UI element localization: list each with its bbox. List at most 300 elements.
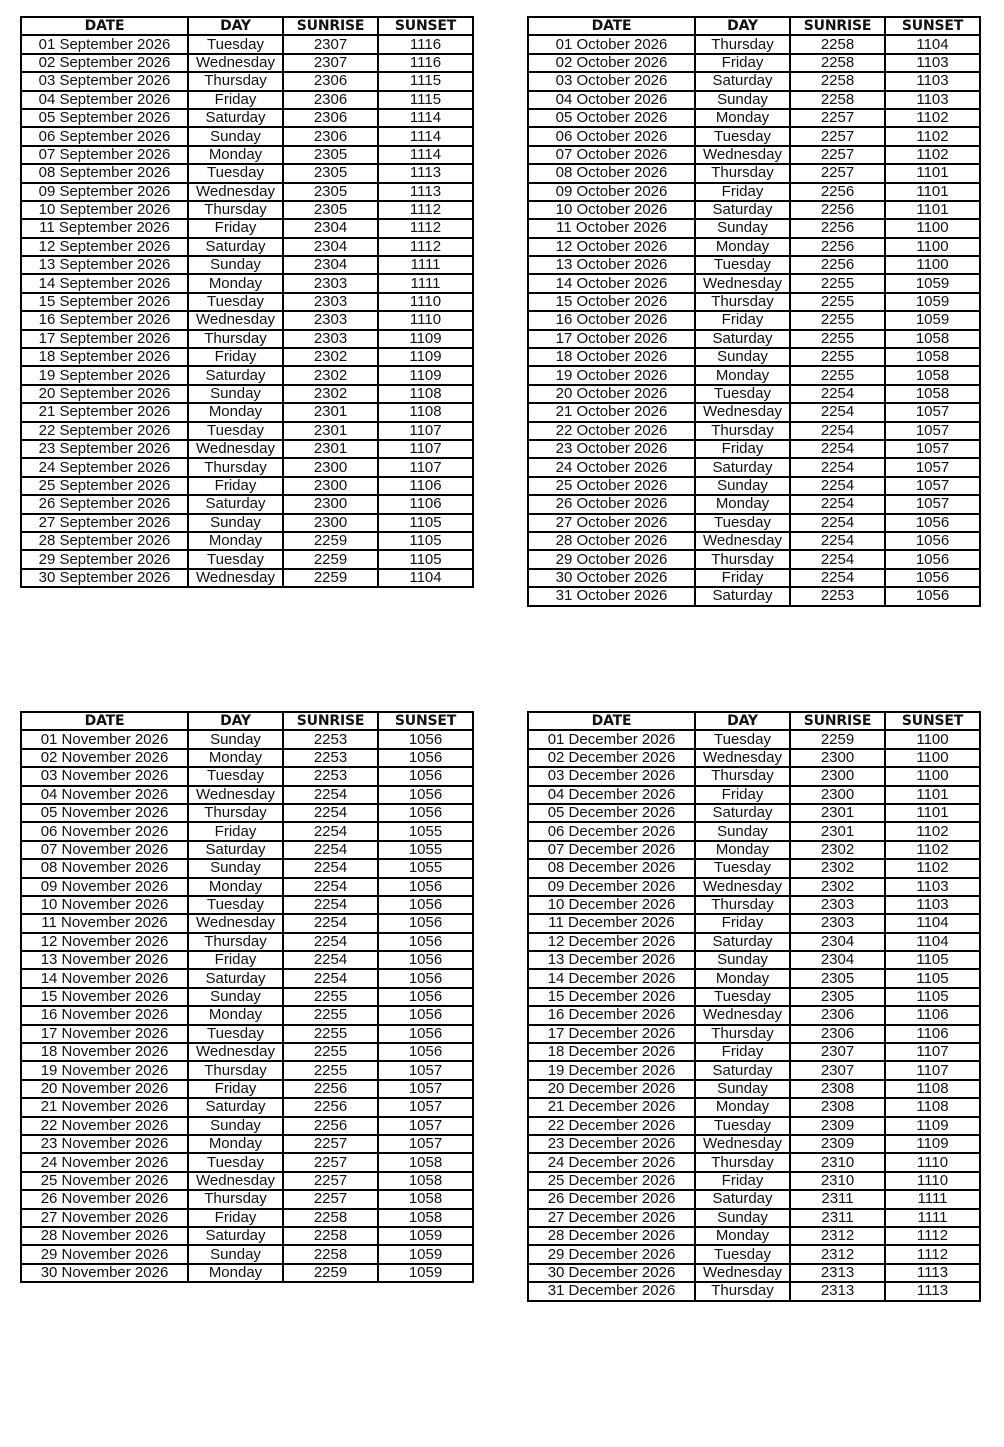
table-row xyxy=(21,969,473,987)
day-cell: Thursday xyxy=(188,804,283,822)
day-cell: Saturday xyxy=(188,1098,283,1116)
table-row xyxy=(21,1209,473,1227)
table-row xyxy=(528,35,980,53)
table-row xyxy=(21,330,473,348)
table-row xyxy=(528,91,980,109)
date-cell: 24 October 2026 xyxy=(528,458,695,476)
day-cell: Tuesday xyxy=(188,1153,283,1171)
day-cell: Wednesday xyxy=(695,1135,790,1153)
sunset-cell: 1103 xyxy=(885,878,980,896)
sunset-cell: 1111 xyxy=(378,274,473,292)
table-row xyxy=(528,385,980,403)
date-cell: 10 September 2026 xyxy=(21,201,188,219)
sunset-cell: 1056 xyxy=(378,804,473,822)
day-cell: Sunday xyxy=(695,91,790,109)
date-cell: 29 December 2026 xyxy=(528,1245,695,1263)
table-row xyxy=(528,1080,980,1098)
date-cell: 21 November 2026 xyxy=(21,1098,188,1116)
table-row xyxy=(21,1172,473,1190)
table-row xyxy=(528,749,980,767)
table-row xyxy=(21,933,473,951)
table-row xyxy=(528,1135,980,1153)
day-cell: Tuesday xyxy=(695,514,790,532)
date-cell: 21 October 2026 xyxy=(528,403,695,421)
day-cell: Monday xyxy=(188,403,283,421)
sunset-cell: 1102 xyxy=(885,127,980,145)
sunrise-cell: 2257 xyxy=(790,146,885,164)
sunset-cell: 1105 xyxy=(378,550,473,568)
october-sun-table xyxy=(527,16,981,607)
day-cell: Thursday xyxy=(695,35,790,53)
sunrise-cell: 2304 xyxy=(283,256,378,274)
table-row xyxy=(21,988,473,1006)
date-cell: 20 October 2026 xyxy=(528,385,695,403)
date-cell: 31 October 2026 xyxy=(528,587,695,605)
sunrise-cell: 2253 xyxy=(790,587,885,605)
day-cell: Monday xyxy=(695,969,790,987)
sunset-cell: 1106 xyxy=(378,495,473,513)
sunrise-cell: 2310 xyxy=(790,1153,885,1171)
sunset-cell: 1055 xyxy=(378,841,473,859)
day-cell: Thursday xyxy=(188,330,283,348)
table-row xyxy=(21,274,473,292)
day-cell: Wednesday xyxy=(695,878,790,896)
table-row xyxy=(528,1190,980,1208)
sunset-cell: 1056 xyxy=(885,569,980,587)
table-row xyxy=(528,1172,980,1190)
sunrise-cell: 2257 xyxy=(283,1190,378,1208)
sunrise-cell: 2300 xyxy=(283,458,378,476)
sunrise-cell: 2301 xyxy=(790,804,885,822)
table-row xyxy=(21,1264,473,1282)
day-cell: Wednesday xyxy=(188,311,283,329)
sunset-cell: 1105 xyxy=(885,969,980,987)
sunset-cell: 1115 xyxy=(378,91,473,109)
date-cell: 28 September 2026 xyxy=(21,532,188,550)
date-cell: 06 October 2026 xyxy=(528,127,695,145)
date-cell: 15 September 2026 xyxy=(21,293,188,311)
sunset-cell: 1055 xyxy=(378,822,473,840)
table-row xyxy=(528,72,980,90)
table-row xyxy=(528,109,980,127)
date-cell: 04 December 2026 xyxy=(528,786,695,804)
day-cell: Sunday xyxy=(188,127,283,145)
day-cell: Sunday xyxy=(695,1209,790,1227)
table-row xyxy=(528,569,980,587)
date-cell: 09 October 2026 xyxy=(528,183,695,201)
table-row xyxy=(21,440,473,458)
date-cell: 16 September 2026 xyxy=(21,311,188,329)
sunrise-cell: 2308 xyxy=(790,1098,885,1116)
day-cell: Friday xyxy=(695,914,790,932)
table-row xyxy=(21,35,473,53)
date-cell: 07 October 2026 xyxy=(528,146,695,164)
sunset-cell: 1059 xyxy=(885,311,980,329)
table-row xyxy=(528,896,980,914)
day-cell: Thursday xyxy=(188,72,283,90)
sunset-cell: 1105 xyxy=(885,951,980,969)
day-cell: Friday xyxy=(695,1172,790,1190)
sunrise-cell: 2255 xyxy=(790,348,885,366)
date-cell: 22 October 2026 xyxy=(528,422,695,440)
sunset-cell: 1109 xyxy=(378,348,473,366)
day-cell: Friday xyxy=(695,786,790,804)
sunrise-cell: 2307 xyxy=(283,35,378,53)
date-cell: 08 December 2026 xyxy=(528,859,695,877)
sunrise-cell: 2254 xyxy=(790,440,885,458)
date-cell: 06 November 2026 xyxy=(21,822,188,840)
day-cell: Tuesday xyxy=(695,988,790,1006)
date-cell: 24 September 2026 xyxy=(21,458,188,476)
date-cell: 13 November 2026 xyxy=(21,951,188,969)
table-row xyxy=(528,859,980,877)
sunrise-cell: 2312 xyxy=(790,1245,885,1263)
sunset-cell: 1056 xyxy=(378,988,473,1006)
date-cell: 17 October 2026 xyxy=(528,330,695,348)
sunrise-cell: 2301 xyxy=(283,440,378,458)
table-row xyxy=(528,841,980,859)
sunrise-cell: 2254 xyxy=(790,477,885,495)
date-cell: 04 November 2026 xyxy=(21,786,188,804)
date-cell: 11 September 2026 xyxy=(21,219,188,237)
sunset-cell: 1112 xyxy=(885,1227,980,1245)
day-cell: Sunday xyxy=(188,988,283,1006)
sunset-cell: 1110 xyxy=(885,1153,980,1171)
sunrise-cell: 2254 xyxy=(790,514,885,532)
table-row xyxy=(21,54,473,72)
day-cell: Tuesday xyxy=(695,385,790,403)
date-cell: 30 November 2026 xyxy=(21,1264,188,1282)
sunrise-cell: 2307 xyxy=(283,54,378,72)
table-row xyxy=(528,951,980,969)
sunrise-cell: 2257 xyxy=(790,109,885,127)
day-cell: Monday xyxy=(695,366,790,384)
day-cell: Tuesday xyxy=(695,1245,790,1263)
day-cell: Friday xyxy=(695,183,790,201)
date-cell: 17 November 2026 xyxy=(21,1025,188,1043)
table-row xyxy=(528,256,980,274)
sunset-cell: 1056 xyxy=(885,550,980,568)
sunrise-cell: 2305 xyxy=(283,183,378,201)
date-cell: 05 December 2026 xyxy=(528,804,695,822)
sunset-cell: 1102 xyxy=(885,109,980,127)
sunset-cell: 1109 xyxy=(885,1117,980,1135)
sunrise-cell: 2258 xyxy=(790,91,885,109)
day-header: DAY xyxy=(188,17,283,35)
date-header: DATE xyxy=(528,712,695,730)
sunset-cell: 1113 xyxy=(885,1264,980,1282)
sunrise-cell: 2253 xyxy=(283,749,378,767)
sunset-cell: 1103 xyxy=(885,896,980,914)
date-cell: 01 October 2026 xyxy=(528,35,695,53)
table-row xyxy=(21,219,473,237)
date-cell: 15 November 2026 xyxy=(21,988,188,1006)
sunrise-cell: 2302 xyxy=(283,385,378,403)
table-row xyxy=(528,1153,980,1171)
day-cell: Thursday xyxy=(188,933,283,951)
day-cell: Sunday xyxy=(188,514,283,532)
table-row xyxy=(21,878,473,896)
date-cell: 09 September 2026 xyxy=(21,183,188,201)
sunrise-cell: 2302 xyxy=(790,878,885,896)
day-cell: Monday xyxy=(188,1135,283,1153)
sunset-cell: 1101 xyxy=(885,804,980,822)
sunrise-cell: 2304 xyxy=(283,238,378,256)
sunset-cell: 1059 xyxy=(885,293,980,311)
sunrise-cell: 2254 xyxy=(283,914,378,932)
table-row xyxy=(528,1061,980,1079)
date-cell: 14 October 2026 xyxy=(528,274,695,292)
day-cell: Monday xyxy=(695,1227,790,1245)
table-row xyxy=(528,1209,980,1227)
sunrise-cell: 2259 xyxy=(790,730,885,748)
day-cell: Wednesday xyxy=(188,1043,283,1061)
date-cell: 13 September 2026 xyxy=(21,256,188,274)
day-cell: Saturday xyxy=(188,1227,283,1245)
sunset-header: SUNSET xyxy=(885,712,980,730)
date-cell: 26 November 2026 xyxy=(21,1190,188,1208)
date-cell: 20 December 2026 xyxy=(528,1080,695,1098)
sunset-cell: 1112 xyxy=(885,1245,980,1263)
table-row xyxy=(21,1190,473,1208)
table-row xyxy=(21,1227,473,1245)
sunrise-cell: 2304 xyxy=(790,951,885,969)
table-row xyxy=(528,587,980,605)
table-row xyxy=(528,1282,980,1300)
date-cell: 10 October 2026 xyxy=(528,201,695,219)
day-cell: Wednesday xyxy=(695,749,790,767)
day-cell: Thursday xyxy=(695,164,790,182)
day-cell: Saturday xyxy=(695,201,790,219)
sunset-cell: 1104 xyxy=(885,914,980,932)
table-row xyxy=(528,933,980,951)
table-row xyxy=(21,914,473,932)
sunrise-cell: 2300 xyxy=(790,767,885,785)
sunset-cell: 1100 xyxy=(885,256,980,274)
table-row xyxy=(21,841,473,859)
sunrise-cell: 2300 xyxy=(790,786,885,804)
sunset-cell: 1107 xyxy=(885,1043,980,1061)
sunrise-cell: 2313 xyxy=(790,1282,885,1300)
table-row xyxy=(528,477,980,495)
table-row xyxy=(528,238,980,256)
day-cell: Thursday xyxy=(695,550,790,568)
table-row xyxy=(528,969,980,987)
sunrise-cell: 2305 xyxy=(790,988,885,1006)
table-row xyxy=(21,1098,473,1116)
sunset-cell: 1057 xyxy=(885,477,980,495)
table-row xyxy=(21,403,473,421)
table-row xyxy=(21,569,473,587)
day-cell: Tuesday xyxy=(695,1117,790,1135)
date-cell: 28 December 2026 xyxy=(528,1227,695,1245)
day-cell: Tuesday xyxy=(188,422,283,440)
sunrise-cell: 2300 xyxy=(790,749,885,767)
day-cell: Saturday xyxy=(695,587,790,605)
table-row xyxy=(528,1098,980,1116)
sunset-cell: 1114 xyxy=(378,109,473,127)
date-cell: 22 December 2026 xyxy=(528,1117,695,1135)
date-cell: 13 December 2026 xyxy=(528,951,695,969)
sunrise-cell: 2256 xyxy=(283,1117,378,1135)
sunset-cell: 1058 xyxy=(378,1153,473,1171)
sunrise-cell: 2306 xyxy=(283,127,378,145)
day-cell: Friday xyxy=(188,1209,283,1227)
sunrise-header: SUNRISE xyxy=(790,17,885,35)
table-row xyxy=(21,514,473,532)
sunset-cell: 1100 xyxy=(885,767,980,785)
sunrise-header: SUNRISE xyxy=(790,712,885,730)
sunset-cell: 1101 xyxy=(885,164,980,182)
date-header: DATE xyxy=(528,17,695,35)
table-row xyxy=(528,1043,980,1061)
table-row xyxy=(528,822,980,840)
day-cell: Wednesday xyxy=(188,54,283,72)
date-cell: 01 September 2026 xyxy=(21,35,188,53)
day-cell: Monday xyxy=(695,1098,790,1116)
table-row xyxy=(21,183,473,201)
sunset-cell: 1110 xyxy=(378,293,473,311)
sunrise-cell: 2302 xyxy=(283,348,378,366)
day-cell: Friday xyxy=(188,477,283,495)
date-cell: 08 November 2026 xyxy=(21,859,188,877)
sunrise-cell: 2303 xyxy=(283,311,378,329)
day-cell: Friday xyxy=(695,54,790,72)
sunrise-cell: 2255 xyxy=(283,1043,378,1061)
sunset-cell: 1056 xyxy=(378,1043,473,1061)
sunset-cell: 1058 xyxy=(885,330,980,348)
sunrise-cell: 2306 xyxy=(283,91,378,109)
table-row xyxy=(528,730,980,748)
table-row xyxy=(21,311,473,329)
day-cell: Thursday xyxy=(695,1282,790,1300)
day-cell: Thursday xyxy=(695,293,790,311)
sunset-cell: 1112 xyxy=(378,201,473,219)
sunrise-cell: 2306 xyxy=(790,1025,885,1043)
table-row xyxy=(21,550,473,568)
table-row xyxy=(528,878,980,896)
sunset-cell: 1057 xyxy=(378,1080,473,1098)
table-row xyxy=(528,1245,980,1263)
date-cell: 30 October 2026 xyxy=(528,569,695,587)
date-cell: 11 November 2026 xyxy=(21,914,188,932)
date-cell: 27 October 2026 xyxy=(528,514,695,532)
sunset-cell: 1056 xyxy=(378,914,473,932)
sunrise-cell: 2254 xyxy=(283,804,378,822)
sunset-cell: 1104 xyxy=(885,35,980,53)
sunset-cell: 1101 xyxy=(885,201,980,219)
sunrise-cell: 2309 xyxy=(790,1117,885,1135)
table-row xyxy=(21,786,473,804)
table-row xyxy=(21,495,473,513)
sunset-cell: 1113 xyxy=(378,164,473,182)
day-cell: Tuesday xyxy=(188,1025,283,1043)
day-cell: Wednesday xyxy=(695,1006,790,1024)
date-cell: 12 December 2026 xyxy=(528,933,695,951)
sunset-cell: 1057 xyxy=(378,1098,473,1116)
date-cell: 28 October 2026 xyxy=(528,532,695,550)
day-cell: Sunday xyxy=(695,1080,790,1098)
date-cell: 27 December 2026 xyxy=(528,1209,695,1227)
date-cell: 20 September 2026 xyxy=(21,385,188,403)
sunset-cell: 1116 xyxy=(378,54,473,72)
date-cell: 25 November 2026 xyxy=(21,1172,188,1190)
date-cell: 27 November 2026 xyxy=(21,1209,188,1227)
date-cell: 22 September 2026 xyxy=(21,422,188,440)
day-cell: Monday xyxy=(695,109,790,127)
date-cell: 03 September 2026 xyxy=(21,72,188,90)
table-row xyxy=(528,514,980,532)
sunset-cell: 1112 xyxy=(378,238,473,256)
date-cell: 25 September 2026 xyxy=(21,477,188,495)
day-cell: Monday xyxy=(695,495,790,513)
sunrise-cell: 2301 xyxy=(283,422,378,440)
sunset-cell: 1056 xyxy=(378,1025,473,1043)
sunrise-cell: 2253 xyxy=(283,730,378,748)
sunset-cell: 1058 xyxy=(885,366,980,384)
sunrise-cell: 2255 xyxy=(790,293,885,311)
table-row xyxy=(21,385,473,403)
day-cell: Sunday xyxy=(188,1245,283,1263)
day-cell: Monday xyxy=(188,1264,283,1282)
date-cell: 06 December 2026 xyxy=(528,822,695,840)
day-cell: Thursday xyxy=(188,201,283,219)
sunset-header: SUNSET xyxy=(378,17,473,35)
sunset-cell: 1105 xyxy=(378,514,473,532)
table-row xyxy=(528,293,980,311)
sunrise-cell: 2255 xyxy=(790,274,885,292)
date-cell: 16 December 2026 xyxy=(528,1006,695,1024)
sunset-cell: 1109 xyxy=(378,330,473,348)
table-row xyxy=(528,311,980,329)
table-row xyxy=(528,54,980,72)
table-row xyxy=(21,109,473,127)
sunrise-cell: 2307 xyxy=(790,1043,885,1061)
november-sun-table xyxy=(20,711,474,1283)
date-cell: 29 November 2026 xyxy=(21,1245,188,1263)
table-row xyxy=(21,164,473,182)
sunrise-cell: 2254 xyxy=(790,550,885,568)
day-cell: Thursday xyxy=(188,458,283,476)
table-row xyxy=(21,201,473,219)
table-row xyxy=(21,477,473,495)
sunrise-cell: 2254 xyxy=(283,878,378,896)
day-cell: Friday xyxy=(695,440,790,458)
date-cell: 08 October 2026 xyxy=(528,164,695,182)
sunrise-cell: 2258 xyxy=(283,1227,378,1245)
day-cell: Thursday xyxy=(695,1153,790,1171)
sunrise-header: SUNRISE xyxy=(283,17,378,35)
day-cell: Thursday xyxy=(188,1061,283,1079)
sunrise-cell: 2256 xyxy=(283,1098,378,1116)
sunrise-cell: 2254 xyxy=(283,822,378,840)
sunrise-cell: 2255 xyxy=(283,1061,378,1079)
sunset-cell: 1056 xyxy=(378,767,473,785)
sunset-cell: 1056 xyxy=(378,786,473,804)
day-cell: Wednesday xyxy=(695,403,790,421)
date-cell: 23 September 2026 xyxy=(21,440,188,458)
sunset-cell: 1056 xyxy=(378,896,473,914)
table-row xyxy=(21,532,473,550)
sunrise-cell: 2301 xyxy=(283,403,378,421)
sunrise-header: SUNRISE xyxy=(283,712,378,730)
sunset-cell: 1114 xyxy=(378,127,473,145)
sunset-cell: 1103 xyxy=(885,72,980,90)
table-row xyxy=(528,403,980,421)
sunrise-cell: 2255 xyxy=(283,988,378,1006)
sunrise-cell: 2254 xyxy=(283,786,378,804)
sunset-cell: 1107 xyxy=(885,1061,980,1079)
